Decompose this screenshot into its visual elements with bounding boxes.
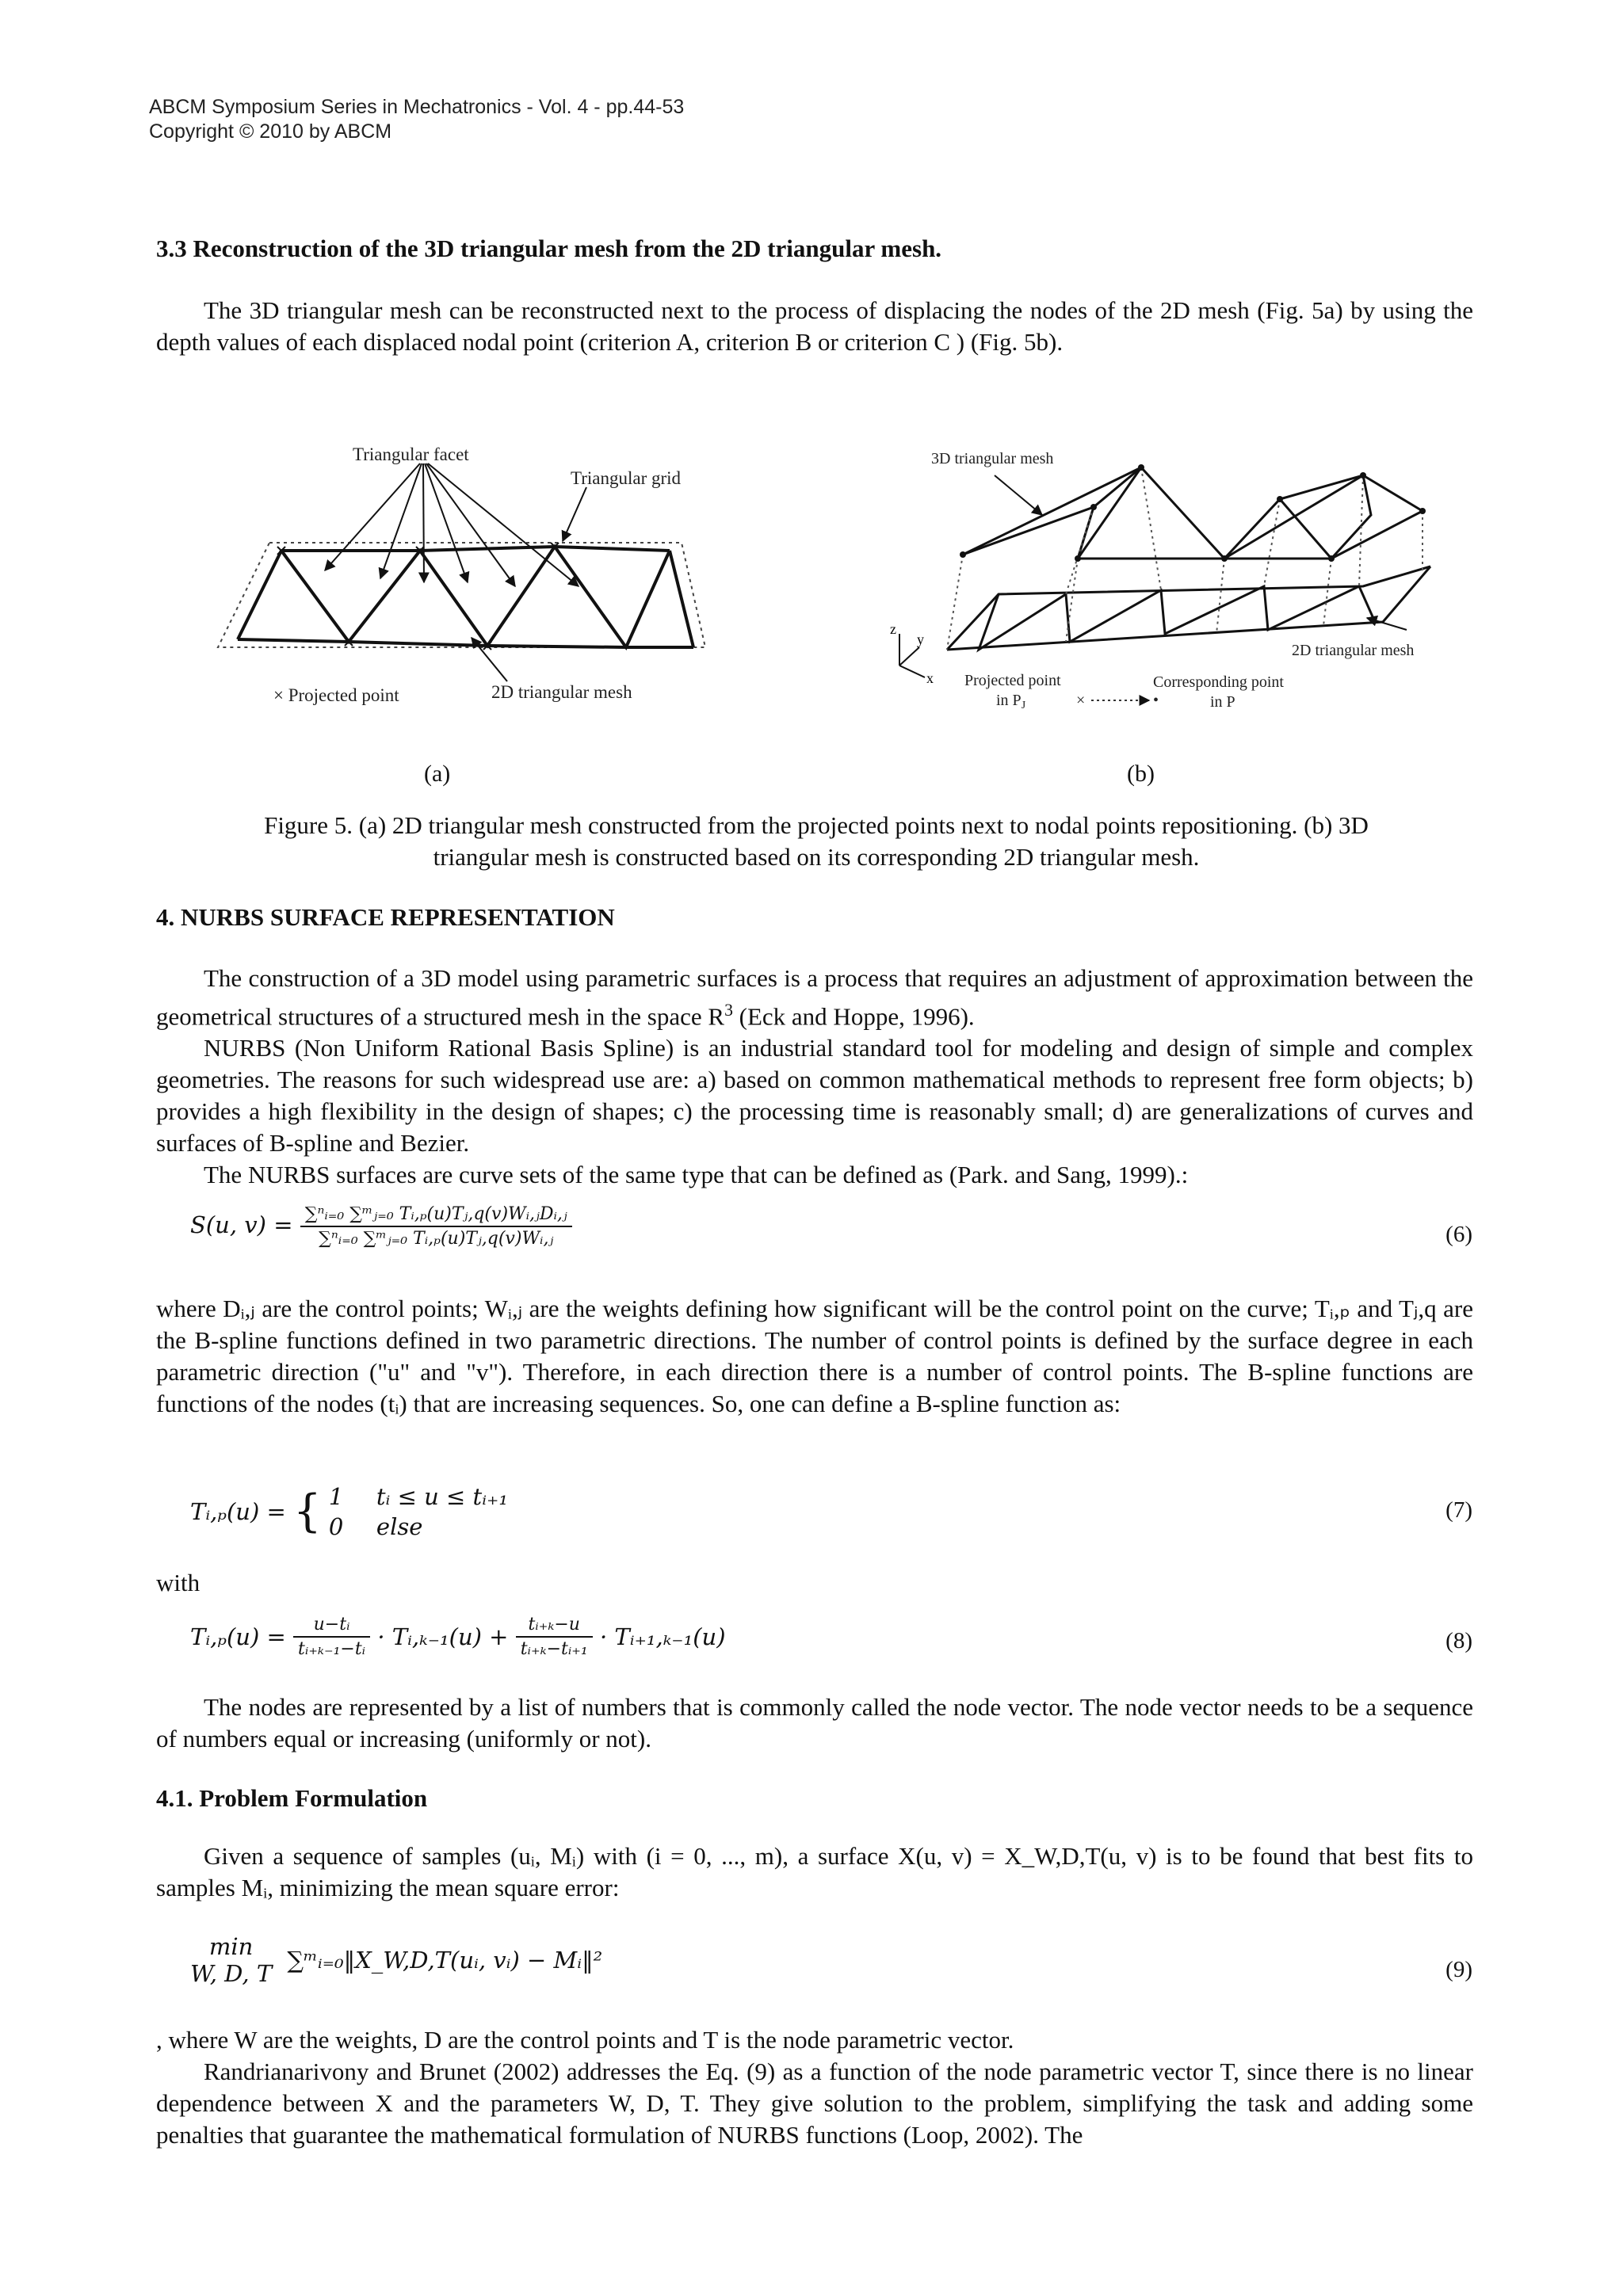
paragraph-2: NURBS (Non Uniform Rational Basis Spline) is an industrial standard tool for modeling and design of simple and complex geometries. The reasons for such widespread use are: a) based on common mathematical methods to represent free form objects; b) provides a high flexibility in the design of shapes; c) the processing time is reasonably small; d) are generalizations of curves and surfaces of B-spline and Bezier. bbox=[156, 1034, 1473, 1158]
equation-9: min W, D, T ∑ᵐᵢ₌₀‖X_W,D,T(uᵢ, vᵢ) − Mᵢ‖² bbox=[190, 1933, 603, 1987]
paragraph-1: The construction of a 3D model using parametric surfaces is a process that requires an adjustment of approximation between the geometrical structures of a structured mesh in the space $R^3$ (Eck and Hoppe, 1996). bbox=[156, 964, 1473, 1031]
running-header bbox=[149, 95, 684, 144]
paragraph-text: The 3D triangular mesh can be reconstructed next to the process of displacing the nodes of the 2D mesh (Fig. 5a) by using the depth values of each displaced nodal point (criterion A, criterion B or criterion C ) (Fig. 5b). bbox=[156, 296, 1473, 356]
paragraph-4-1-2: , where W are the weights, D are the control points and T is the node parametric vector. bbox=[156, 2026, 1014, 2054]
axis-z-label: z bbox=[890, 621, 896, 637]
section-4-1-paragraphs bbox=[156, 2024, 1473, 2151]
label-triangular-facet: Triangular facet bbox=[353, 444, 469, 464]
section-3-3-paragraph bbox=[156, 295, 1473, 358]
paragraph-4-1-3: Randrianarivony and Brunet (2002) addresses the Eq. (9) as a function of the node parametric vector T, since there is no linear dependence between X and the parameters W, D, T. They give solution to the problem, simplifying the task and adding some penalties that guarantee the mathematical formulation of NURBS functions (Loop, 2002). The bbox=[156, 2058, 1473, 2149]
paragraph-4-1-1: Given a sequence of samples (uᵢ, Mᵢ) with (i = 0, ..., m), a surface X(u, v) = X_W,D,T(u, v) is to be found that best fits to samples Mᵢ, minimizing the mean square error: bbox=[156, 1842, 1473, 1901]
label-2d-triangular-mesh: 2D triangular mesh bbox=[491, 682, 632, 702]
paragraph-5: The nodes are represented by a list of numbers that is commonly called the node vector. The node vector needs to be a sequence of numbers equal or increasing (uniformly or not). bbox=[156, 1693, 1473, 1753]
section-3-3-title: 3.3 Reconstruction of the 3D triangular mesh from the 2D triangular mesh. bbox=[156, 235, 942, 262]
section-4-paragraph-4 bbox=[156, 1293, 1473, 1420]
section-4-paragraph-5 bbox=[156, 1691, 1473, 1755]
label-2d-triangular-mesh-b: 2D triangular mesh bbox=[1292, 642, 1415, 659]
figure-5b bbox=[868, 440, 1454, 725]
cross-marker: × bbox=[1076, 692, 1086, 709]
label-projected-point: × Projected point bbox=[273, 685, 399, 705]
paragraph-4: where Dᵢ,ⱼ are the control points; Wᵢ,ⱼ are the weights defining how significant will be the control point on the curve; Tᵢ,ₚ and Tⱼ,q are the B-spline functions defined in two parametric directions. The number of control points is defined by the surface degree in each parametric direction ("u" and "v"). Therefore, in each direction there is a number of control points. The B-spline functions are functions of the nodes (tᵢ) that are increasing sequences. So, one can define a B-spline function as: bbox=[156, 1295, 1473, 1417]
axis-y-label: y bbox=[917, 631, 924, 647]
figure-5a bbox=[214, 440, 753, 733]
dot-marker: • bbox=[1153, 692, 1159, 709]
equation-7: Tᵢ,ₚ(u) = { 1 tᵢ ≤ u ≤ tᵢ₊₁ 0 else bbox=[190, 1483, 508, 1540]
2d-mesh-zigzag bbox=[281, 547, 670, 647]
label-corresponding-point: Corresponding point bbox=[1153, 673, 1284, 691]
label-projected-point-b: Projected point bbox=[964, 672, 1061, 689]
section-4-title: 4. NURBS SURFACE REPRESENTATION bbox=[156, 903, 615, 931]
eq6-lhs: S(u, v) = bbox=[190, 1211, 293, 1238]
equation-6-number: (6) bbox=[1445, 1222, 1472, 1247]
equation-9-number: (9) bbox=[1445, 1957, 1472, 1982]
label-triangular-grid: Triangular grid bbox=[571, 468, 682, 488]
header-series: ABCM Symposium Series in Mechatronics - Vol. 4 - pp.44-53 bbox=[149, 96, 685, 118]
3d-mesh bbox=[963, 467, 1423, 559]
axis-x-label: x bbox=[926, 670, 934, 686]
paragraph-3: The NURBS surfaces are curve sets of the same type that can be defined as (Park. and Sang, 1999).: bbox=[204, 1161, 1189, 1189]
2d-mesh-bottom bbox=[947, 566, 1430, 650]
caption-line-2: triangular mesh is constructed based on its corresponding 2D triangular mesh. bbox=[433, 843, 1200, 871]
caption-line-1: Figure 5. (a) 2D triangular mesh constructed from the projected points next to nodal points repositioning. (b) 3D bbox=[264, 811, 1369, 839]
equation-7-number: (7) bbox=[1445, 1497, 1472, 1523]
label-3d-triangular-mesh: 3D triangular mesh bbox=[931, 450, 1054, 467]
label-in-pj: in $P_J$ bbox=[996, 692, 1026, 711]
section-4-paragraphs bbox=[156, 963, 1473, 1191]
section-4-1-paragraph-1 bbox=[156, 1840, 1473, 1904]
figure-5b-label: (b) bbox=[1127, 761, 1155, 787]
figure-5a-label: (a) bbox=[424, 761, 451, 787]
figure-5-caption bbox=[182, 810, 1450, 873]
eq6-fraction: $\frac{\text{∑ⁿᵢ₌₀ ∑ᵐⱼ₌₀ Tᵢ,ₚ(u)Tⱼ,q(v)Wᵢ,ⱼDᵢ,ⱼ}}{\text{∑ⁿᵢ₌₀ ∑ᵐⱼ₌₀ Tᵢ,ₚ(u)Tⱼ,q(v)Wᵢ,ⱼ}}$ bbox=[300, 1204, 572, 1249]
with-text: with bbox=[156, 1569, 200, 1596]
section-4-1-title: 4.1. Problem Formulation bbox=[156, 1784, 428, 1812]
label-in-p: in P bbox=[1210, 693, 1235, 711]
equation-8: Tᵢ,ₚ(u) = $\frac{\text{u−tᵢ}}{\text{tᵢ₊ₖ₋₁−tᵢ}}$ · Tᵢ,ₖ₋₁(u) + $\frac{\text{tᵢ₊ₖ−u}}{\text{tᵢ₊ₖ−tᵢ₊₁}}$ · Tᵢ₊₁,ₖ₋₁(u) bbox=[190, 1615, 726, 1659]
equation-6 bbox=[190, 1204, 572, 1249]
header-copyright: Copyright © 2010 by ABCM bbox=[149, 120, 392, 143]
equation-8-number: (8) bbox=[1445, 1628, 1472, 1653]
